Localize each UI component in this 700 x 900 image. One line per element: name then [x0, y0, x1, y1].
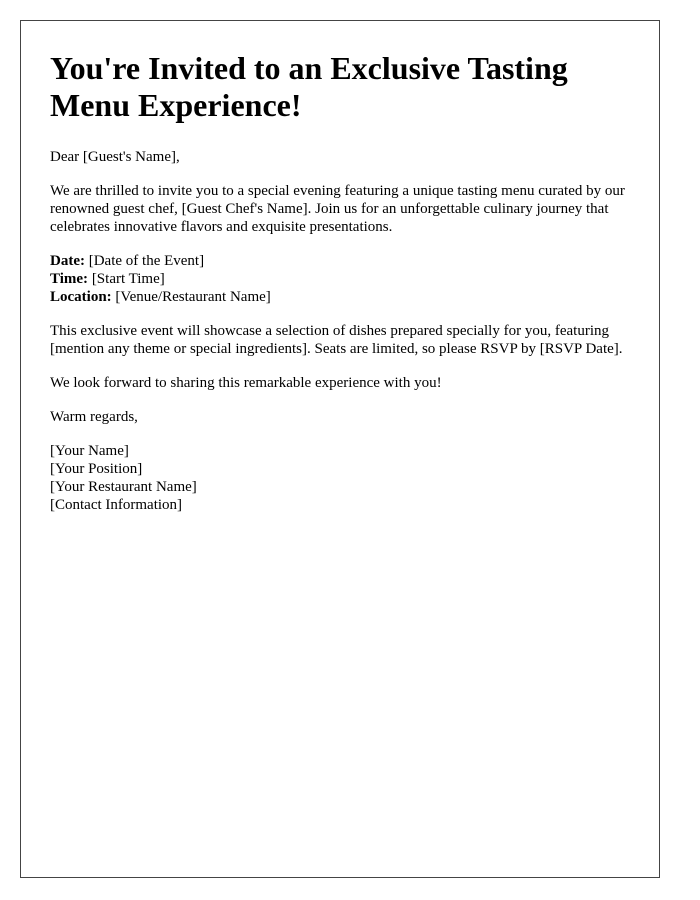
signature-name: [Your Name]: [50, 443, 129, 459]
signature-restaurant: [Your Restaurant Name]: [50, 479, 197, 495]
location-value: [Venue/Restaurant Name]: [111, 289, 271, 305]
signature-block: [50, 442, 640, 514]
time-row: [50, 270, 640, 288]
date-value: [Date of the Event]: [84, 253, 205, 269]
greeting: Dear [Guest's Name],: [50, 149, 180, 165]
signature-contact: [Contact Information]: [50, 497, 183, 513]
sign-off: Warm regards,: [50, 409, 138, 425]
closing-message: We look forward to sharing this remarkable experience with you!: [50, 375, 442, 391]
event-description-paragraph: This exclusive event will showcase a selection of dishes prepared specially for you, featuring [mention any theme or special ingredients]. Seats are limited, so please RSVP by [RSVP Date].: [50, 323, 623, 357]
invitation-letter-content: [50, 50, 640, 514]
location-row: [50, 288, 640, 306]
date-row: [50, 252, 640, 270]
location-label: Location:: [50, 289, 112, 305]
event-details: [50, 252, 640, 306]
date-label: Date:: [50, 253, 85, 269]
time-value: [Start Time]: [88, 271, 165, 287]
invitation-title: You're Invited to an Exclusive Tasting Menu Experience!: [50, 50, 568, 123]
invitation-letter-frame: [20, 20, 660, 878]
signature-position: [Your Position]: [50, 461, 143, 477]
time-label: Time:: [50, 271, 89, 287]
intro-paragraph: We are thrilled to invite you to a special evening featuring a unique tasting menu curated by our renowned guest chef, [Guest Chef's Name]. Join us for an unforgettable culinary journey that celebrates innovative flavors and exquisite presentations.: [50, 183, 625, 235]
